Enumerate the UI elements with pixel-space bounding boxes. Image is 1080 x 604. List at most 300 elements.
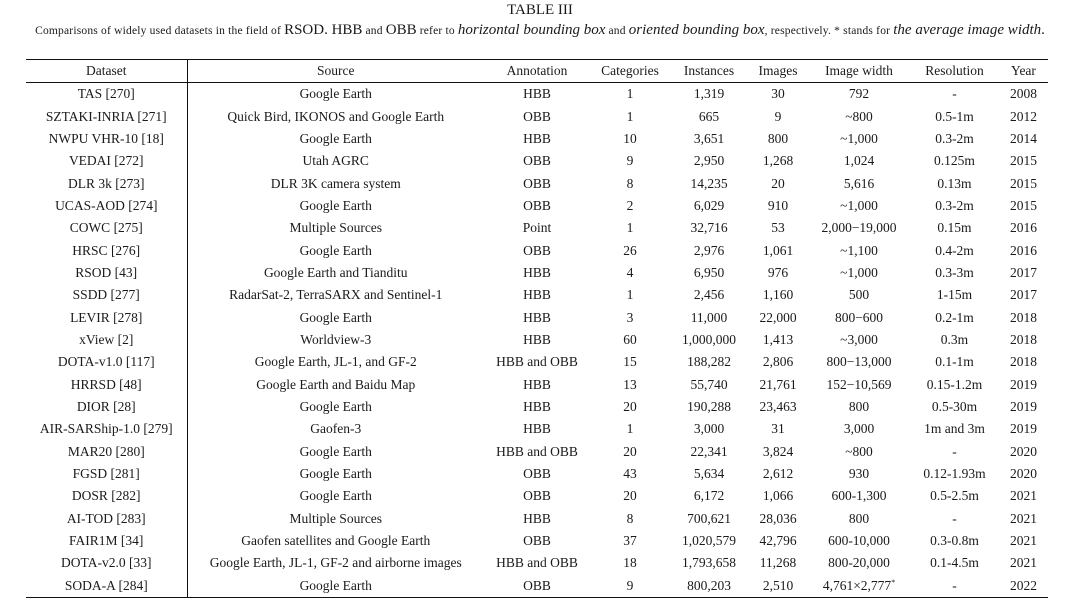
cell-dataset <box>26 396 187 418</box>
cell-resolution <box>910 441 999 463</box>
table-row <box>26 418 1048 440</box>
cell-categories <box>590 530 670 552</box>
cell-text: FGSD [281] <box>72 466 140 482</box>
cell-categories <box>590 418 670 440</box>
cell-text: 792 <box>848 86 870 102</box>
table-row <box>26 351 1048 373</box>
cell-text: 3,651 <box>693 130 725 146</box>
header-annotation: Annotation <box>506 63 568 78</box>
cell-categories <box>590 262 670 284</box>
cell-text: - <box>952 510 957 526</box>
cell-source <box>187 217 484 239</box>
cell-annotation <box>484 284 590 306</box>
cell-text: 2,612 <box>762 466 794 482</box>
cell-text: xView [2] <box>79 331 134 347</box>
cell-text: 2012 <box>1010 108 1037 124</box>
cell-resolution <box>910 150 999 172</box>
cell-image-width <box>808 195 910 217</box>
cell-text: 2021 <box>1010 533 1037 549</box>
cell-text: 5,634 <box>693 466 725 482</box>
cell-text: Google Earth <box>299 488 372 504</box>
cell-text: 976 <box>767 264 789 280</box>
cell-text: 11,268 <box>759 555 797 571</box>
cell-text: 1,000,000 <box>682 331 736 347</box>
cell-year <box>999 485 1048 507</box>
cell-text: 2014 <box>1010 130 1037 146</box>
cell-year <box>999 373 1048 395</box>
cell-text: 1 <box>626 220 634 236</box>
cell-year <box>999 351 1048 373</box>
cell-images <box>748 351 808 373</box>
cell-year <box>999 463 1048 485</box>
cell-image-width <box>808 508 910 530</box>
cell-text: FAIR1M [34] <box>69 533 144 549</box>
cell-source <box>187 329 484 351</box>
cell-text: 2008 <box>1010 86 1037 102</box>
cell-source <box>187 150 484 172</box>
cell-text: 20 <box>623 443 637 459</box>
cell-text: 30 <box>771 86 785 102</box>
cell-instances <box>670 217 748 239</box>
cell-text: HBB <box>523 510 551 526</box>
cell-text: 0.3-3m <box>935 264 974 280</box>
cell-images <box>748 396 808 418</box>
cell-text: 2021 <box>1010 555 1037 571</box>
cell-text: 0.15m <box>937 220 972 236</box>
cell-text: 32,716 <box>690 220 728 236</box>
cell-instances <box>670 262 748 284</box>
cell-annotation <box>484 195 590 217</box>
cell-text: HBB <box>523 398 551 414</box>
table-row <box>26 530 1048 552</box>
cell-text: 18 <box>623 555 637 571</box>
cell-text: 20 <box>623 488 637 504</box>
cell-categories <box>590 195 670 217</box>
cell-text: MAR20 [280] <box>67 443 145 459</box>
cell-image-width <box>808 329 910 351</box>
cell-text: AI-TOD [283] <box>66 510 146 526</box>
cell-text: Google Earth, JL-1, GF-2 and airborne images <box>209 555 462 571</box>
cell-annotation <box>484 262 590 284</box>
header-instances: Instances <box>683 63 735 78</box>
caption-part: and <box>362 25 386 37</box>
cell-text: 1,020,579 <box>682 533 736 549</box>
cell-categories <box>590 552 670 574</box>
caption-part: oriented bounding box <box>628 22 765 38</box>
cell-text: HBB <box>523 86 551 102</box>
cell-text: 910 <box>767 197 789 213</box>
cell-images <box>748 329 808 351</box>
cell-text: 42,796 <box>759 533 797 549</box>
cell-text: Google Earth <box>299 309 372 325</box>
table-row <box>26 239 1048 261</box>
cell-text: 20 <box>771 175 785 191</box>
cell-categories <box>590 83 670 106</box>
cell-text: Gaofen-3 <box>310 421 362 437</box>
cell-resolution <box>910 128 999 150</box>
cell-text: 2021 <box>1010 488 1037 504</box>
cell-instances <box>670 284 748 306</box>
cell-text: Google Earth <box>299 86 372 102</box>
cell-year <box>999 396 1048 418</box>
cell-text: 0.5-2.5m <box>930 488 979 504</box>
cell-text: 500 <box>848 287 870 303</box>
cell-text: - <box>952 86 957 102</box>
cell-source <box>187 306 484 328</box>
cell-text: SSDD [277] <box>72 287 140 303</box>
cell-images <box>748 575 808 598</box>
cell-text: 9 <box>626 577 634 593</box>
cell-resolution <box>910 105 999 127</box>
cell-text: 2018 <box>1010 331 1037 347</box>
cell-instances <box>670 441 748 463</box>
cell-images <box>748 530 808 552</box>
cell-categories <box>590 329 670 351</box>
cell-images <box>748 284 808 306</box>
cell-text: 0.1-1m <box>935 354 974 370</box>
cell-categories <box>590 575 670 598</box>
table-row <box>26 262 1048 284</box>
caption-part: . <box>324 22 332 38</box>
cell-annotation <box>484 552 590 574</box>
cell-text: 1 <box>626 287 634 303</box>
cell-year <box>999 552 1048 574</box>
caption-part: OBB <box>385 22 417 38</box>
cell-resolution <box>910 552 999 574</box>
cell-text: 1 <box>626 86 634 102</box>
cell-text: 9 <box>774 108 782 124</box>
cell-source <box>187 575 484 598</box>
cell-text: 1,319 <box>693 86 725 102</box>
cell-dataset <box>26 105 187 127</box>
cell-source <box>187 530 484 552</box>
cell-image-width <box>808 396 910 418</box>
cell-text: OBB <box>523 242 551 258</box>
table-row <box>26 329 1048 351</box>
cell-text: OBB <box>523 197 551 213</box>
cell-resolution <box>910 508 999 530</box>
cell-text: Google Earth <box>299 130 372 146</box>
cell-text: OBB <box>523 577 551 593</box>
table-row <box>26 396 1048 418</box>
header-resolution: Resolution <box>925 63 984 78</box>
caption-part: refer to <box>416 25 458 37</box>
cell-images <box>748 83 808 106</box>
cell-resolution <box>910 329 999 351</box>
cell-text: 26 <box>623 242 637 258</box>
cell-text: SODA-A [284] <box>64 577 148 593</box>
cell-source <box>187 396 484 418</box>
cell-categories <box>590 128 670 150</box>
cell-text: 800,203 <box>687 577 731 593</box>
cell-source <box>187 351 484 373</box>
cell-resolution <box>910 83 999 106</box>
cell-text: 2016 <box>1010 220 1037 236</box>
cell-text: 188,282 <box>687 354 731 370</box>
cell-text: Quick Bird, IKONOS and Google Earth <box>227 108 445 124</box>
header-images: Images <box>758 63 798 78</box>
cell-text: TAS [270] <box>77 86 135 102</box>
cell-text: DOTA-v2.0 [33] <box>61 555 152 571</box>
cell-text: 2022 <box>1010 577 1037 593</box>
cell-text: HBB <box>523 331 551 347</box>
cell-text: DOSR [282] <box>71 488 141 504</box>
cell-instances <box>670 530 748 552</box>
cell-source <box>187 262 484 284</box>
cell-images <box>748 150 808 172</box>
cell-text: 31 <box>771 421 785 437</box>
cell-text: 152−10,569 <box>826 376 892 392</box>
cell-year <box>999 239 1048 261</box>
cell-text: 2,806 <box>762 354 794 370</box>
cell-text: 1 <box>626 108 634 124</box>
cell-text: HRSC [276] <box>72 242 141 258</box>
header-dataset: Dataset <box>26 60 187 83</box>
cell-text: 0.3m <box>940 331 969 347</box>
cell-text: ~800 <box>845 443 873 459</box>
cell-text: HBB and OBB <box>496 555 578 571</box>
cell-annotation <box>484 508 590 530</box>
cell-images <box>748 418 808 440</box>
cell-annotation <box>484 373 590 395</box>
cell-text: 1,793,658 <box>682 555 736 571</box>
cell-text: 22,341 <box>690 443 728 459</box>
cell-image-width <box>808 418 910 440</box>
cell-resolution <box>910 351 999 373</box>
cell-text: 0.125m <box>934 153 975 169</box>
cell-instances <box>670 463 748 485</box>
cell-text: HBB and OBB <box>496 354 578 370</box>
cell-dataset <box>26 83 187 106</box>
cell-images <box>748 306 808 328</box>
cell-images <box>748 441 808 463</box>
cell-year <box>999 172 1048 194</box>
caption-part: Comparisons of widely used datasets in the field of <box>35 25 285 37</box>
cell-text: 37 <box>623 533 637 549</box>
caption-part: RSOD <box>284 22 325 38</box>
cell-text: 21,761 <box>759 376 797 392</box>
cell-annotation <box>484 83 590 106</box>
cell-text: 2020 <box>1010 443 1037 459</box>
cell-text: 2019 <box>1010 376 1037 392</box>
cell-resolution <box>910 373 999 395</box>
cell-text: ~3,000 <box>840 331 878 347</box>
cell-text: 60 <box>623 331 637 347</box>
cell-image-width <box>808 150 910 172</box>
caption-part: horizontal bounding box <box>457 22 606 38</box>
cell-categories <box>590 172 670 194</box>
cell-text: 1,024 <box>843 153 875 169</box>
cell-images <box>748 373 808 395</box>
cell-annotation <box>484 172 590 194</box>
cell-text: NWPU VHR-10 [18] <box>48 130 164 146</box>
cell-source <box>187 128 484 150</box>
cell-year <box>999 418 1048 440</box>
cell-dataset <box>26 485 187 507</box>
cell-text: 0.12-1.93m <box>923 466 986 482</box>
cell-dataset <box>26 552 187 574</box>
cell-text: 2016 <box>1010 242 1037 258</box>
header-image-width: Image width <box>825 63 893 78</box>
cell-resolution <box>910 575 999 598</box>
table-row <box>26 105 1048 127</box>
cell-image-width <box>808 463 910 485</box>
cell-source <box>187 284 484 306</box>
cell-text: HBB <box>523 264 551 280</box>
cell-text: Point <box>522 220 552 236</box>
cell-text: 6,029 <box>693 197 725 213</box>
cell-categories <box>590 105 670 127</box>
cell-image-width <box>808 552 910 574</box>
cell-dataset <box>26 373 187 395</box>
cell-resolution <box>910 485 999 507</box>
cell-dataset <box>26 575 187 598</box>
cell-images <box>748 217 808 239</box>
cell-year <box>999 105 1048 127</box>
cell-images <box>748 262 808 284</box>
cell-annotation <box>484 351 590 373</box>
cell-categories <box>590 284 670 306</box>
table-label: TABLE III <box>507 2 573 18</box>
cell-text: 800 <box>848 510 870 526</box>
cell-dataset <box>26 128 187 150</box>
cell-text: - <box>952 577 957 593</box>
cell-text: HBB and OBB <box>496 443 578 459</box>
cell-annotation <box>484 329 590 351</box>
cell-images <box>748 239 808 261</box>
cell-dataset <box>26 329 187 351</box>
cell-text: 0.13m <box>937 175 972 191</box>
table-row <box>26 485 1048 507</box>
cell-resolution <box>910 195 999 217</box>
table-row <box>26 306 1048 328</box>
cell-resolution <box>910 284 999 306</box>
cell-text: 700,621 <box>687 510 731 526</box>
cell-text: 11,000 <box>690 309 728 325</box>
cell-resolution <box>910 396 999 418</box>
table-body <box>26 83 1048 598</box>
cell-text: 0.4-2m <box>935 242 974 258</box>
cell-text: 190,288 <box>687 398 731 414</box>
cell-text: HRRSD [48] <box>70 376 142 392</box>
cell-instances <box>670 373 748 395</box>
cell-text: HBB <box>523 130 551 146</box>
cell-text: 600-10,000 <box>828 533 890 549</box>
cell-source <box>187 239 484 261</box>
cell-text: HBB <box>523 309 551 325</box>
cell-text: OBB <box>523 108 551 124</box>
cell-text: OBB <box>523 175 551 191</box>
cell-source <box>187 105 484 127</box>
cell-source <box>187 463 484 485</box>
cell-source <box>187 373 484 395</box>
cell-text: 28,036 <box>759 510 797 526</box>
cell-text: 930 <box>848 466 870 482</box>
table-row <box>26 83 1048 106</box>
cell-text: 4,761×2,777 <box>822 577 892 593</box>
cell-instances <box>670 508 748 530</box>
cell-text: 0.1-4.5m <box>930 555 979 571</box>
cell-image-width <box>808 306 910 328</box>
cell-text: 8 <box>626 175 634 191</box>
cell-text: 6,172 <box>693 488 725 504</box>
cell-text: - <box>952 443 957 459</box>
cell-text: 1,413 <box>762 331 794 347</box>
cell-source <box>187 83 484 106</box>
cell-dataset <box>26 508 187 530</box>
cell-text: 0.3-0.8m <box>930 533 979 549</box>
cell-text: Google Earth <box>299 466 372 482</box>
cell-instances <box>670 418 748 440</box>
cell-image-width <box>808 373 910 395</box>
cell-instances <box>670 552 748 574</box>
cell-text: 1,268 <box>762 153 794 169</box>
caption-part: HBB <box>331 22 363 38</box>
cell-dataset <box>26 239 187 261</box>
cell-resolution <box>910 418 999 440</box>
table-caption <box>20 21 1060 40</box>
cell-text: 0.5-30m <box>931 398 978 414</box>
cell-text: COWC [275] <box>69 220 143 236</box>
cell-text: 5,616 <box>843 175 875 191</box>
cell-images <box>748 508 808 530</box>
cell-text: 2015 <box>1010 197 1037 213</box>
cell-year <box>999 441 1048 463</box>
cell-text: 53 <box>771 220 785 236</box>
cell-text: Google Earth <box>299 242 372 258</box>
cell-instances <box>670 396 748 418</box>
cell-year <box>999 284 1048 306</box>
cell-text: 2017 <box>1010 287 1037 303</box>
cell-text: HBB <box>523 287 551 303</box>
cell-images <box>748 195 808 217</box>
cell-text: 10 <box>623 130 637 146</box>
cell-text: ~1,000 <box>840 130 878 146</box>
cell-dataset <box>26 441 187 463</box>
cell-annotation <box>484 217 590 239</box>
cell-year <box>999 83 1048 106</box>
table-row <box>26 150 1048 172</box>
cell-source <box>187 441 484 463</box>
cell-resolution <box>910 217 999 239</box>
cell-annotation <box>484 150 590 172</box>
cell-annotation <box>484 306 590 328</box>
cell-text: 2,950 <box>693 153 725 169</box>
cell-year <box>999 575 1048 598</box>
cell-text: 2019 <box>1010 421 1037 437</box>
cell-text: 4 <box>626 264 634 280</box>
cell-year <box>999 128 1048 150</box>
cell-text: 665 <box>698 108 720 124</box>
cell-text: 2,976 <box>693 242 725 258</box>
cell-dataset <box>26 195 187 217</box>
cell-text: 2,456 <box>693 287 725 303</box>
cell-text: 800 <box>767 130 789 146</box>
table-row <box>26 195 1048 217</box>
cell-text: Google Earth and Baidu Map <box>256 376 416 392</box>
cell-text: UCAS-AOD [274] <box>55 197 158 213</box>
cell-annotation <box>484 105 590 127</box>
cell-dataset <box>26 150 187 172</box>
cell-images <box>748 105 808 127</box>
cell-dataset <box>26 351 187 373</box>
table-row <box>26 284 1048 306</box>
cell-text: 1,066 <box>762 488 794 504</box>
cell-text: Google Earth, JL-1, and GF-2 <box>254 354 417 370</box>
cell-text: DOTA-v1.0 [117] <box>57 354 155 370</box>
cell-text: RadarSat-2, TerraSARX and Sentinel-1 <box>229 287 443 303</box>
cell-year <box>999 306 1048 328</box>
